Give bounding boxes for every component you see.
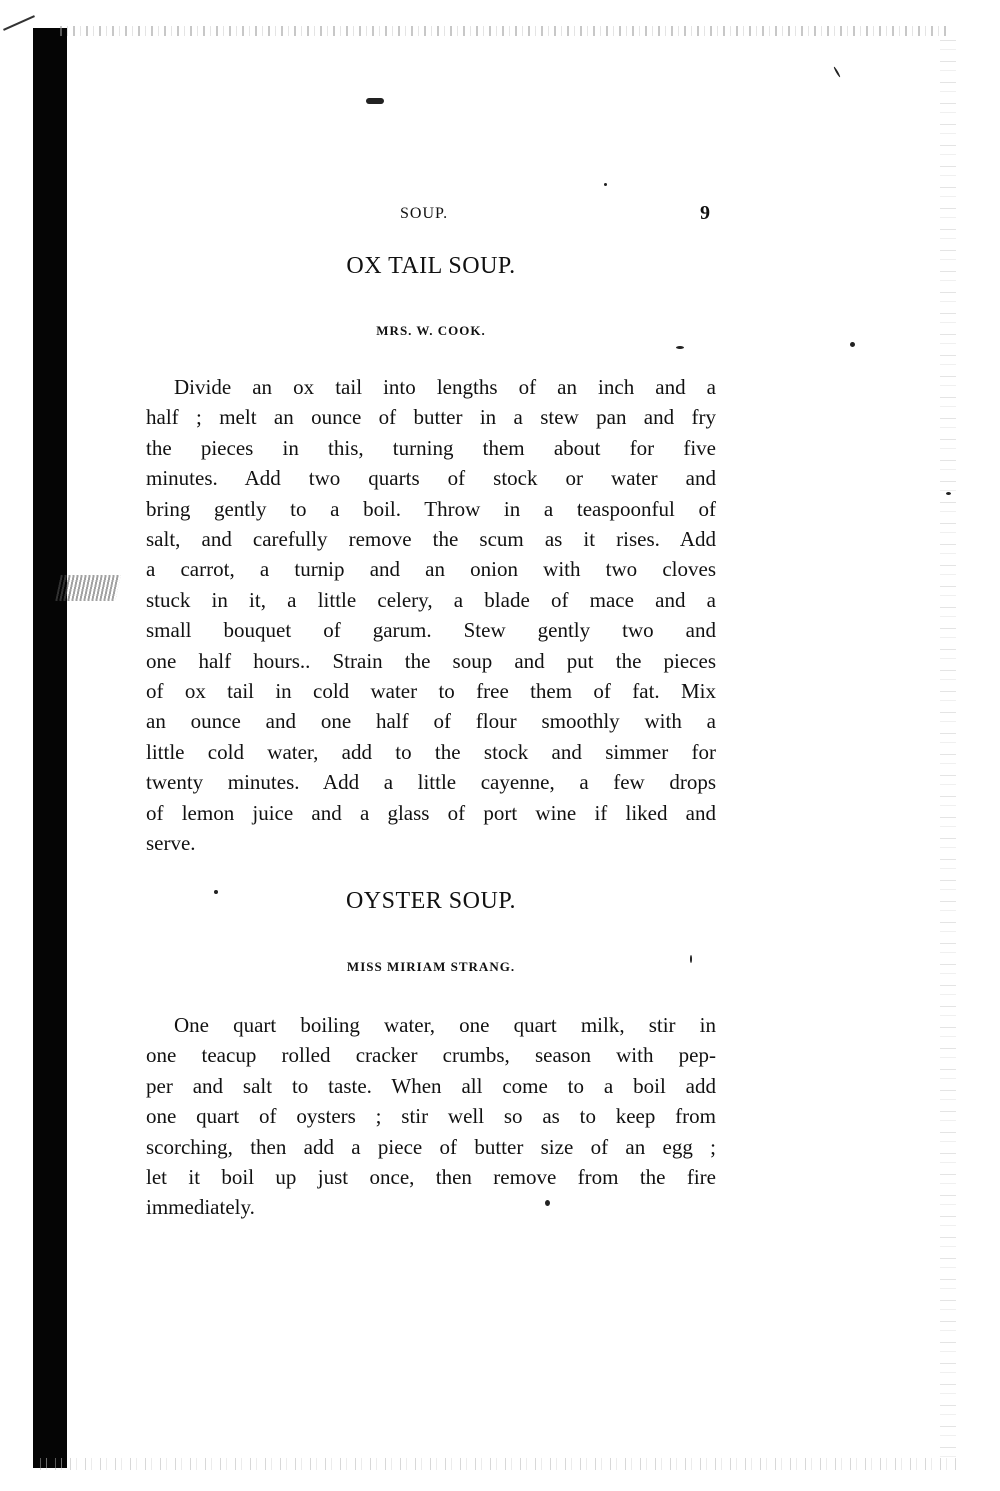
- text-line: salt, and carefully remove the scum as it rises. Add: [146, 527, 716, 552]
- text-line: of ox tail in cold water to free them of fat. Mix: [146, 679, 716, 704]
- text-line: small bouquet of garum. Stew gently two and: [146, 618, 716, 643]
- ink-speck: [604, 183, 607, 186]
- text-line: half ; melt an ounce of butter in a stew pan and fry: [146, 405, 716, 430]
- text-line: one quart of oysters ; stir well so as to keep from: [146, 1104, 716, 1129]
- text-line: scorching, then add a piece of butter size of an egg ;: [146, 1134, 716, 1159]
- ink-speck: [833, 66, 841, 77]
- margin-smudge: [55, 575, 121, 601]
- text-line: little cold water, add to the stock and simmer for: [146, 739, 716, 764]
- text-line: serve.: [146, 831, 196, 856]
- binding-shadow: [33, 28, 67, 1468]
- recipe-author: MISS MIRIAM STRANG.: [346, 959, 516, 974]
- ink-speck: [850, 342, 855, 347]
- page-bottom-edge: [40, 1458, 960, 1470]
- text-line: bring gently to a boil. Throw in a teaspoonful of: [146, 496, 716, 521]
- corner-mark: [3, 15, 35, 31]
- text-line: twenty minutes. Add a little cayenne, a few drops: [146, 770, 716, 795]
- running-title: SOUP.: [400, 205, 449, 222]
- text-line: minutes. Add two quarts of stock or water and: [146, 466, 716, 491]
- text-line: an ounce and one half of flour smoothly with a: [146, 709, 716, 734]
- text-line: Divide an ox tail into lengths of an inch and a: [174, 375, 716, 399]
- ink-speck: [366, 98, 384, 104]
- text-line: immediately.: [146, 1195, 255, 1220]
- text-line: one half hours.. Strain the soup and put the pieces: [146, 648, 716, 673]
- text-line: of lemon juice and a glass of port wine if liked and: [146, 800, 716, 825]
- text-line: One quart boiling water, one quart milk, stir in: [174, 1013, 716, 1037]
- recipe-title: OX TAIL SOUP.: [346, 253, 516, 279]
- recipe-body: [146, 1010, 716, 1223]
- page-right-edge: [940, 40, 956, 1460]
- page-number: 9: [700, 202, 710, 224]
- ink-speck: [946, 492, 951, 495]
- text-line: a carrot, a turnip and an onion with two cloves: [146, 557, 716, 582]
- text-line: stuck in it, a little celery, a blade of mace and a: [146, 587, 716, 612]
- text-line: the pieces in this, turning them about for five: [146, 435, 716, 460]
- text-line: per and salt to taste. When all come to a boil add: [146, 1073, 716, 1098]
- text-line: one teacup rolled cracker crumbs, season with pep-: [146, 1043, 716, 1068]
- running-head: [146, 202, 716, 229]
- page-top-edge: [60, 26, 950, 36]
- text-line: let it boil up just once, then remove from the fire: [146, 1165, 716, 1190]
- ink-speck: [676, 346, 684, 349]
- recipe-body: [146, 372, 716, 859]
- recipe-author: MRS. W. COOK.: [376, 323, 486, 338]
- recipe-title: OYSTER SOUP.: [345, 888, 517, 914]
